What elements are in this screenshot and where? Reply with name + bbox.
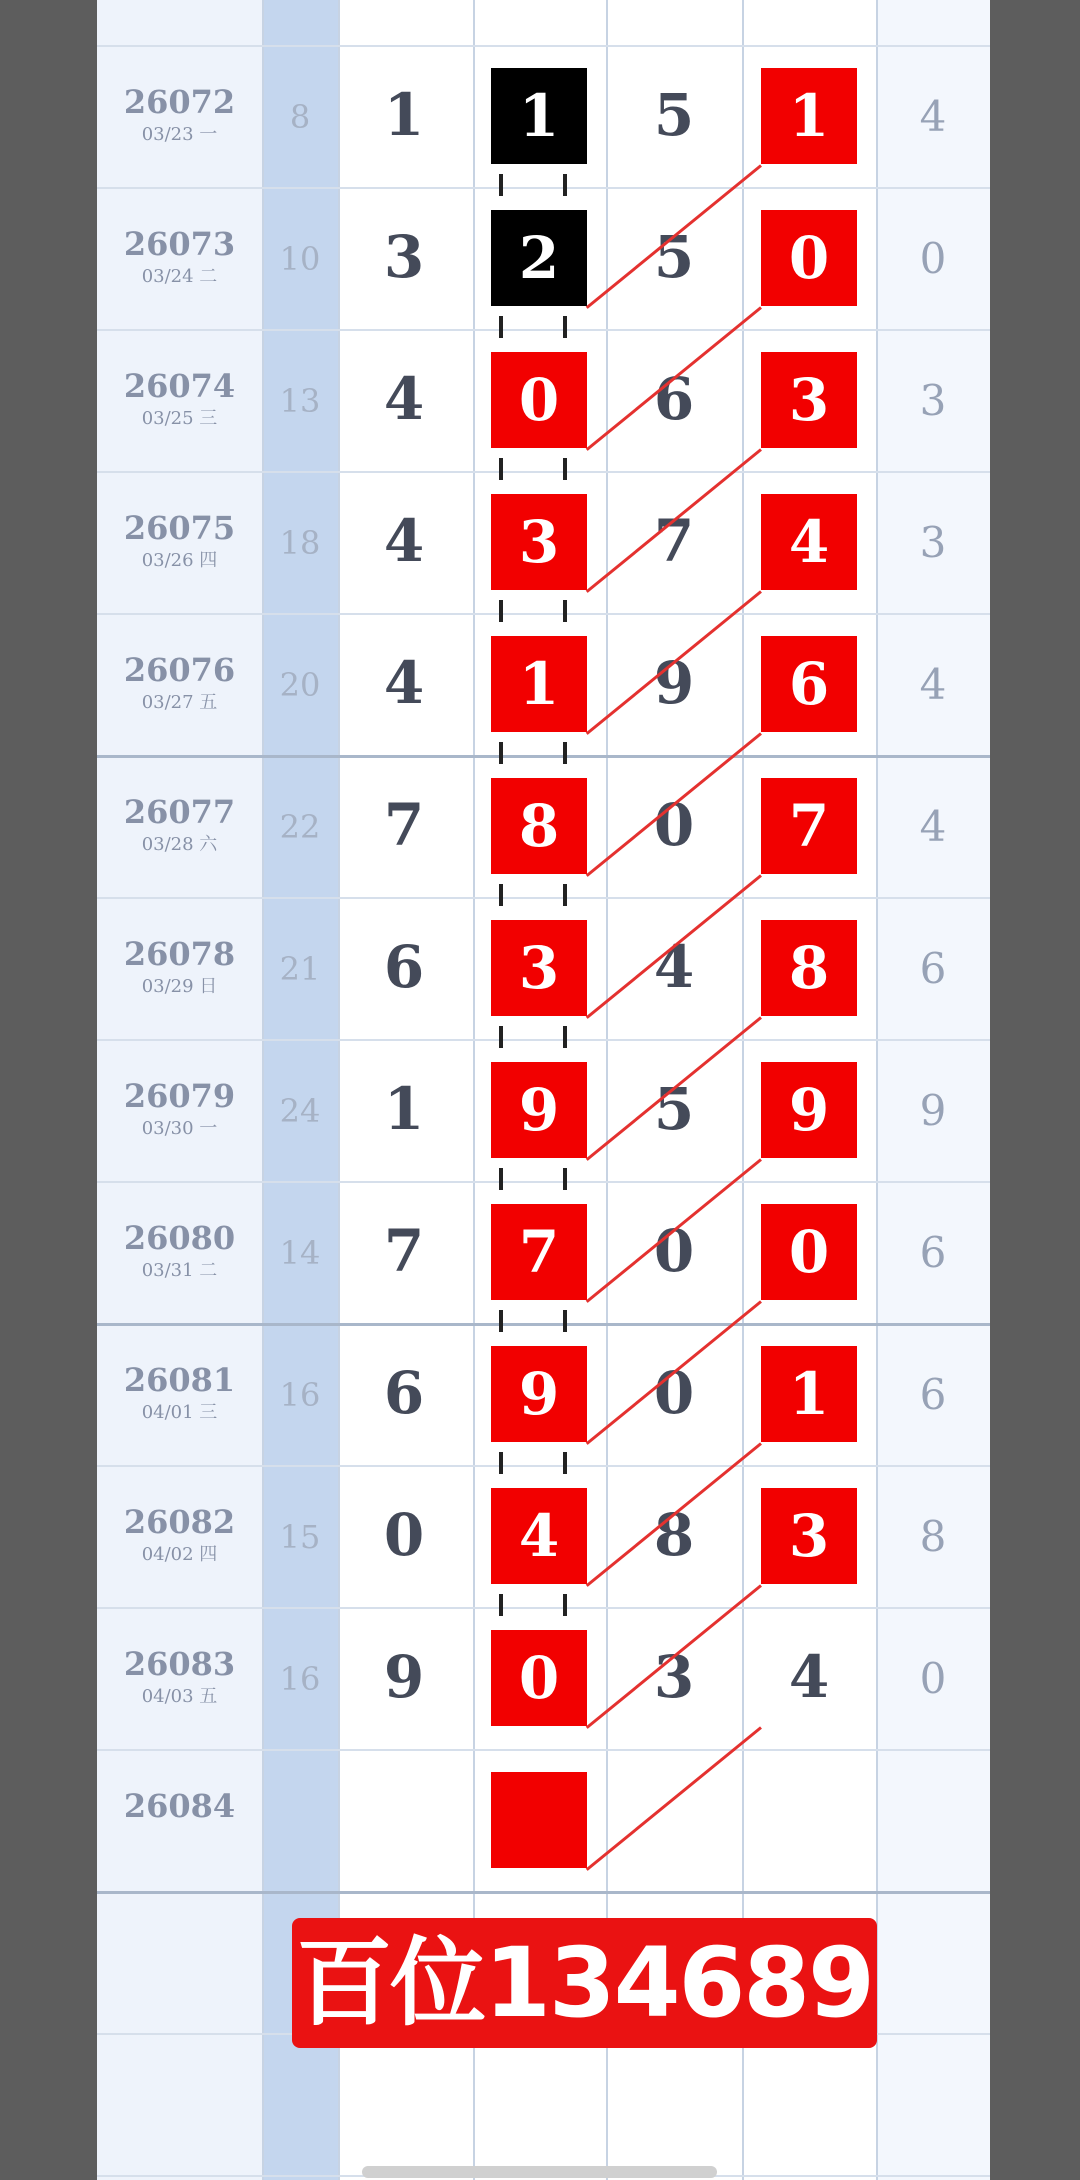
link-bracket: [499, 174, 503, 196]
issue-cell: [97, 45, 262, 187]
digit-3: 4: [653, 933, 695, 1001]
hundreds-digit-box: 2: [491, 210, 587, 306]
hundreds-digit-box: 4: [491, 1488, 587, 1584]
scrollbar[interactable]: [362, 2166, 717, 2178]
link-bracket: [499, 458, 503, 480]
issue-number: 26080: [123, 1219, 236, 1257]
sum-value: 16: [279, 1376, 321, 1414]
digit-4: 4: [788, 1643, 830, 1711]
digit-1: 1: [383, 81, 425, 149]
digit-3: 7: [653, 507, 695, 575]
link-bracket: [563, 1168, 567, 1190]
issue-number: 26077: [123, 793, 236, 831]
sum-value: 18: [279, 524, 321, 562]
digit-4-box: 6: [761, 636, 857, 732]
hundreds-digit-box: 1: [491, 636, 587, 732]
issue-cell: [97, 1181, 262, 1323]
digit-4-box: 4: [761, 494, 857, 590]
digit-3: 8: [653, 1501, 695, 1569]
digit-4-box: 9: [761, 1062, 857, 1158]
issue-cell: [97, 329, 262, 471]
digit-1: 6: [383, 933, 425, 1001]
issue-date: 04/01 三: [141, 1402, 218, 1423]
hundreds-digit-box: [491, 1772, 587, 1868]
digit-3: 0: [653, 1359, 695, 1427]
hundreds-banner: 百位134689: [292, 1918, 877, 2048]
table-row: [97, 1323, 990, 1465]
tail-value: 0: [919, 234, 947, 283]
table-row: [97, 1607, 990, 1749]
hundreds-digit-box: 7: [491, 1204, 587, 1300]
digit-3: 5: [653, 223, 695, 291]
link-bracket: [563, 458, 567, 480]
tail-value: 6: [919, 1370, 947, 1419]
tail-value: 4: [919, 92, 947, 141]
hundreds-digit-box: 8: [491, 778, 587, 874]
issue-date: 03/25 三: [141, 408, 218, 429]
issue-number: 26079: [123, 1077, 236, 1115]
issue-date: 03/30 一: [141, 1118, 218, 1139]
digit-1: 1: [383, 1075, 425, 1143]
issue-number: 26082: [123, 1503, 236, 1541]
link-bracket: [499, 316, 503, 338]
issue-number: 26081: [123, 1361, 236, 1399]
tail-value: 8: [919, 1512, 947, 1561]
digit-4-box: 1: [761, 1346, 857, 1442]
issue-cell: [97, 187, 262, 329]
issue-date: 04/02 四: [141, 1544, 218, 1565]
link-bracket: [499, 1310, 503, 1332]
link-bracket: [563, 1452, 567, 1474]
table-row: [97, 897, 990, 1039]
issue-cell: [97, 1323, 262, 1465]
link-bracket: [499, 742, 503, 764]
sum-value: 22: [279, 808, 321, 846]
link-bracket: [563, 1026, 567, 1048]
digit-3: 5: [653, 1075, 695, 1143]
hundreds-digit-box: 9: [491, 1062, 587, 1158]
digit-1: 7: [383, 1217, 425, 1285]
issue-number: 26072: [123, 83, 236, 121]
tail-value: 4: [919, 660, 947, 709]
sum-value: 8: [289, 98, 311, 136]
hundreds-digit-box: 0: [491, 352, 587, 448]
hundreds-digit-box: 3: [491, 494, 587, 590]
digit-1: 4: [383, 649, 425, 717]
hundreds-digit-box: 1: [491, 68, 587, 164]
digit-3: 0: [653, 791, 695, 859]
table-row: [97, 329, 990, 471]
table-row: [97, 45, 990, 187]
digit-4-box: 7: [761, 778, 857, 874]
issue-date: 03/24 二: [141, 266, 218, 287]
issue-number: 26073: [123, 225, 236, 263]
tail-value: 0: [919, 1654, 947, 1703]
digit-3: 0: [653, 1217, 695, 1285]
issue-cell: [97, 1749, 262, 1891]
issue-cell: [97, 613, 262, 755]
issue-number: 26076: [123, 651, 236, 689]
sum-value: 14: [279, 1234, 321, 1272]
issue-date: 04/03 五: [141, 1686, 218, 1707]
link-bracket: [499, 1026, 503, 1048]
table-row: [97, 755, 990, 897]
issue-number: 26074: [123, 367, 236, 405]
digit-1: 7: [383, 791, 425, 859]
link-bracket: [499, 1452, 503, 1474]
sum-value: 10: [279, 240, 321, 278]
digit-1: 9: [383, 1643, 425, 1711]
digit-3: 6: [653, 365, 695, 433]
digit-4-box: 3: [761, 352, 857, 448]
grid-hline: [97, 1891, 990, 1894]
sum-value: 24: [279, 1092, 321, 1130]
link-bracket: [563, 1594, 567, 1616]
issue-cell: [97, 471, 262, 613]
digit-1: 6: [383, 1359, 425, 1427]
tail-value: 4: [919, 802, 947, 851]
issue-number: 26083: [123, 1645, 236, 1683]
issue-cell: [97, 1039, 262, 1181]
tail-value: 6: [919, 1228, 947, 1277]
issue-date: 03/23 一: [141, 124, 218, 145]
table-row: [97, 187, 990, 329]
digit-3: 5: [653, 81, 695, 149]
table-row: [97, 1039, 990, 1181]
digit-3: 3: [653, 1643, 695, 1711]
link-bracket: [563, 884, 567, 906]
sum-value: 13: [279, 382, 321, 420]
issue-date: 03/27 五: [141, 692, 218, 713]
link-bracket: [499, 1594, 503, 1616]
digit-4-box: 1: [761, 68, 857, 164]
digit-4-box: 3: [761, 1488, 857, 1584]
hundreds-digit-box: 3: [491, 920, 587, 1016]
link-bracket: [499, 600, 503, 622]
issue-date: 03/31 二: [141, 1260, 218, 1281]
digit-3: 9: [653, 649, 695, 717]
hundreds-digit-box: 9: [491, 1346, 587, 1442]
table-row: [97, 1465, 990, 1607]
digit-1: 3: [383, 223, 425, 291]
link-bracket: [499, 884, 503, 906]
digit-1: 4: [383, 365, 425, 433]
link-bracket: [563, 174, 567, 196]
issue-date: 03/29 日: [141, 976, 218, 997]
lottery-trend-sheet: [97, 0, 990, 2180]
issue-cell: [97, 1465, 262, 1607]
hundreds-digit-box: 0: [491, 1630, 587, 1726]
link-bracket: [563, 1310, 567, 1332]
link-bracket: [563, 600, 567, 622]
table-row: [97, 471, 990, 613]
issue-number: 26084: [123, 1787, 236, 1825]
tail-value: 6: [919, 944, 947, 993]
issue-date: 03/28 六: [141, 834, 218, 855]
issue-cell: [97, 897, 262, 1039]
link-bracket: [563, 742, 567, 764]
issue-date: 03/26 四: [141, 550, 218, 571]
issue-number: 26078: [123, 935, 236, 973]
sum-value: 16: [279, 1660, 321, 1698]
digit-4-box: 0: [761, 210, 857, 306]
digit-4-box: 0: [761, 1204, 857, 1300]
issue-number: 26075: [123, 509, 236, 547]
sum-value: 21: [279, 950, 321, 988]
sum-value: 20: [279, 666, 321, 704]
link-bracket: [563, 316, 567, 338]
digit-4-box: 8: [761, 920, 857, 1016]
table-row: [97, 1181, 990, 1323]
issue-cell: [97, 1607, 262, 1749]
table-row: [97, 613, 990, 755]
digit-1: 0: [383, 1501, 425, 1569]
issue-cell: [97, 755, 262, 897]
link-bracket: [499, 1168, 503, 1190]
tail-value: 3: [919, 376, 947, 425]
tail-value: 9: [919, 1086, 947, 1135]
sum-value: 15: [279, 1518, 321, 1556]
digit-1: 4: [383, 507, 425, 575]
tail-value: 3: [919, 518, 947, 567]
table-row: [97, 1749, 990, 1891]
